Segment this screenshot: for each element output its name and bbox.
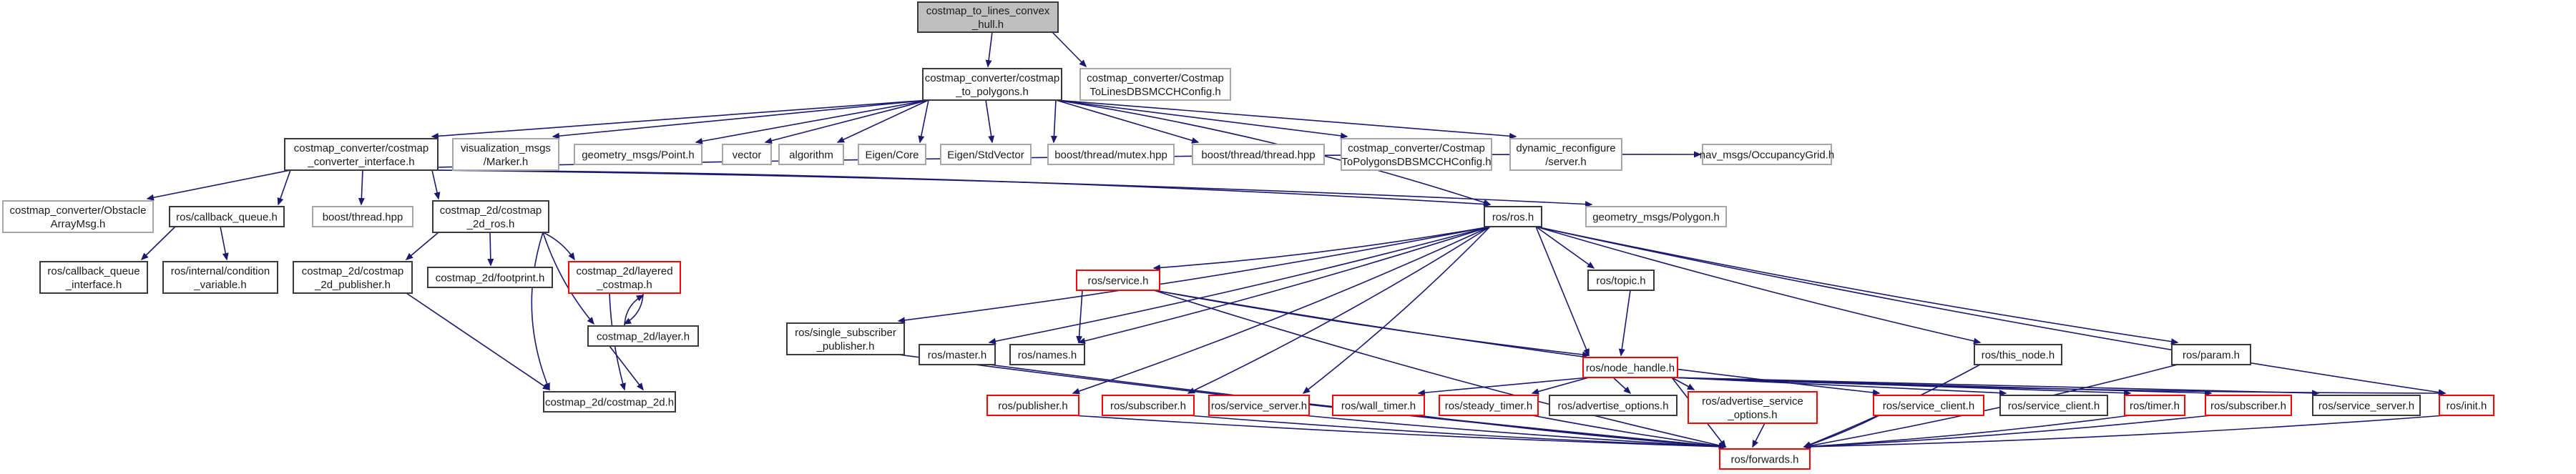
node-label-ros-advertise-options-h: ros/advertise_options.h: [1557, 400, 1669, 413]
include-edge-2-13: [1056, 100, 1347, 137]
node-eigen-stdvector: [941, 144, 1031, 164]
node-ros-this-node-h[interactable]: [1974, 345, 2062, 365]
node-label-boost-thread-hpp: boost/thread.hpp: [322, 211, 403, 224]
node-ros-advertise-options-h[interactable]: [1549, 395, 1677, 415]
node-label-eigen-core: Eigen/Core: [865, 149, 919, 162]
include-edge-4-20: [432, 170, 1490, 204]
include-edge-17-23: [220, 227, 227, 260]
node-label-ros-service-server-h-left: ros/service_server.h: [1210, 400, 1308, 413]
include-edge-19-28: [532, 232, 549, 390]
include-edge-34-40: [1419, 377, 1589, 393]
node-label-costmap-converter-interface-h: costmap_converter/costmap _converter_interface.h: [293, 142, 429, 168]
node-vector: [723, 144, 771, 164]
node-nav-msgs-occupancygrid-h: [1700, 144, 1834, 164]
node-ros-subscriber-h-left[interactable]: [1102, 395, 1194, 415]
include-edge-2-8: [838, 100, 929, 142]
include-edge-2-14: [1056, 100, 1516, 137]
include-edge-29-44: [1154, 290, 1879, 393]
include-edge-1-3: [1052, 32, 1086, 66]
node-ros-topic-h[interactable]: [1588, 270, 1654, 290]
node-costmap-converter-interface-h[interactable]: [285, 139, 438, 170]
node-label-ros-callback-queue-h: ros/callback_queue.h: [176, 211, 278, 224]
node-label-costmap-to-polygons-dbsmcch-config-h: costmap_converter/Costmap ToPolygonsDBSMCCHConfig.h: [1341, 142, 1492, 168]
node-ros-master-h[interactable]: [919, 345, 995, 365]
node-label-ros-publisher-h: ros/publisher.h: [998, 400, 1068, 413]
include-edge-19-25: [490, 232, 491, 265]
include-edge-2-12: [1056, 100, 1198, 142]
node-label-boost-thread-mutex-hpp: boost/thread/mutex.hpp: [1054, 149, 1167, 162]
include-edge-34-43: [1672, 377, 1694, 390]
node-ros-service-h[interactable]: [1077, 270, 1160, 290]
node-ros-steady-timer-h[interactable]: [1439, 395, 1538, 415]
node-label-ros-node-handle-h: ros/node_handle.h: [1585, 362, 1675, 375]
node-boost-thread-hpp: [313, 207, 413, 227]
node-label-ros-service-client-h-black: ros/service_client.h: [2007, 400, 2100, 413]
node-label-ros-steady-timer-h: ros/steady_timer.h: [1444, 400, 1533, 413]
node-label-geometry-msgs-point-h: geometry_msgs/Point.h: [582, 149, 695, 162]
node-ros-forwards-h[interactable]: [1720, 449, 1810, 469]
include-edge-43-50: [1753, 423, 1765, 447]
node-label-dynamic-reconfigure-server-h: dynamic_reconfigure /server.h: [1516, 142, 1616, 168]
include-edge-26-27: [625, 293, 643, 324]
node-label-costmap-2d-ros-h: costmap_2d/costmap _2d_ros.h: [439, 204, 542, 230]
node-label-costmap-2d-layer-h: costmap_2d/layer.h: [596, 330, 690, 343]
node-costmap-to-lines-convex-hull-h: [918, 2, 1058, 32]
include-edge-2-5: [553, 100, 929, 137]
node-costmap-2d-ros-h[interactable]: [433, 201, 549, 232]
node-ros-subscriber-h-right[interactable]: [2205, 395, 2291, 415]
node-label-ros-advertise-service-options-h: ros/advertise_service _options.h: [1702, 395, 1803, 421]
node-ros-callback-queue-h[interactable]: [170, 207, 284, 227]
include-edge-19-24: [406, 232, 439, 260]
include-edge-24-28: [406, 293, 549, 390]
node-ros-wall-timer-h[interactable]: [1333, 395, 1424, 415]
include-edge-4-19: [432, 170, 439, 199]
include-edge-37-50: [1073, 415, 1725, 447]
node-label-ros-init-h: ros/init.h: [2446, 400, 2487, 413]
node-eigen-core: [858, 144, 926, 164]
include-edge-47-50: [1804, 415, 2211, 447]
node-costmap-2d-layered-costmap-h[interactable]: [569, 262, 680, 293]
include-edge-36-50: [1804, 365, 2178, 447]
node-label-nav-msgs-occupancygrid-h: nav_msgs/OccupancyGrid.h: [1699, 149, 1835, 162]
node-costmap-to-lines-dbsmcch-config-h: [1080, 69, 1230, 100]
node-geometry-msgs-point-h: [574, 144, 702, 164]
nodes-layer: [3, 2, 2494, 469]
node-label-costmap-to-lines-dbsmcch-config-h: costmap_converter/Costmap ToLinesDBSMCCHConfig.h: [1087, 72, 1224, 98]
node-label-ros-forwards-h: ros/forwards.h: [1730, 453, 1799, 466]
node-ros-service-client-h-red[interactable]: [1874, 395, 1984, 415]
include-edge-2-10: [986, 100, 992, 142]
node-label-obstacle-array-msg-h: costmap_converter/Obstacle ArrayMsg.h: [9, 204, 147, 230]
node-obstacle-array-msg-h: [3, 201, 153, 232]
node-ros-service-server-h-right[interactable]: [2313, 395, 2420, 415]
include-edge-2-9: [920, 100, 929, 142]
node-label-algorithm: algorithm: [789, 149, 833, 162]
node-label-vector: vector: [732, 149, 762, 162]
include-edge-49-50: [1804, 415, 2445, 447]
node-label-ros-single-subscriber-publisher-h: ros/single_subscriber _publisher.h: [795, 327, 896, 352]
node-costmap-2d-publisher-h[interactable]: [293, 262, 412, 293]
node-ros-timer-h[interactable]: [2125, 395, 2185, 415]
include-edge-4-18: [361, 170, 363, 204]
node-label-costmap-2d-publisher-h: costmap_2d/costmap _2d_publisher.h: [301, 265, 404, 291]
node-costmap-2d-footprint-h[interactable]: [428, 267, 552, 287]
node-label-boost-thread-thread-hpp: boost/thread/thread.hpp: [1201, 149, 1316, 162]
node-label-ros-wall-timer-h: ros/wall_timer.h: [1341, 400, 1416, 413]
include-edge-2-6: [696, 100, 929, 142]
node-label-ros-service-h: ros/service.h: [1087, 275, 1149, 287]
node-ros-names-h[interactable]: [1010, 345, 1084, 365]
include-edge-20-32: [989, 227, 1490, 342]
include-edge-27-28: [609, 346, 643, 390]
node-costmap-to-polygons-dbsmcch-config-h: [1341, 139, 1492, 170]
node-ros-param-h[interactable]: [2172, 345, 2251, 365]
node-geometry-msgs-polygon-h: [1586, 207, 1726, 227]
include-edge-4-17: [278, 170, 290, 204]
node-ros-single-subscriber-publisher-h[interactable]: [787, 323, 904, 355]
include-edge-20-38: [1188, 227, 1490, 393]
node-label-ros-service-client-h-red: ros/service_client.h: [1882, 400, 1975, 413]
node-label-ros-topic-h: ros/topic.h: [1596, 275, 1646, 287]
include-edge-34-42: [1613, 377, 1630, 393]
node-label-geometry-msgs-polygon-h: geometry_msgs/Polygon.h: [1592, 211, 1720, 224]
node-label-ros-service-server-h-right: ros/service_server.h: [2318, 400, 2415, 413]
node-costmap-2d-costmap-2d-h[interactable]: [544, 392, 675, 412]
node-label-ros-callback-queue-interface-h: ros/callback_queue _interface.h: [47, 265, 140, 291]
node-ros-ros-h[interactable]: [1484, 207, 1542, 227]
node-costmap-to-polygons-h[interactable]: [923, 69, 1062, 100]
node-boost-thread-thread-hpp: [1192, 144, 1324, 164]
node-label-costmap-2d-costmap-2d-h: costmap_2d/costmap_2d.h: [544, 396, 675, 409]
include-edge-2-4: [432, 100, 929, 137]
include-edge-27-26: [625, 295, 643, 326]
edges-layer: [142, 32, 2445, 447]
node-label-costmap-2d-layered-costmap-h: costmap_2d/layered _costmap.h: [576, 265, 673, 291]
node-label-ros-ros-h: ros/ros.h: [1492, 211, 1534, 224]
node-ros-node-handle-h[interactable]: [1583, 357, 1678, 377]
node-boost-thread-mutex-hpp: [1048, 144, 1174, 164]
node-label-costmap-to-lines-convex-hull-h: costmap_to_lines_convex _hull.h: [926, 5, 1050, 31]
include-edge-2-11: [1054, 100, 1056, 142]
node-label-costmap-to-polygons-h: costmap_converter/costmap _to_polygons.h: [924, 72, 1060, 98]
node-costmap-2d-layer-h[interactable]: [588, 326, 698, 346]
node-ros-advertise-service-options-h[interactable]: [1688, 392, 1817, 423]
include-edge-1-2: [988, 32, 992, 66]
node-label-eigen-stdvector: Eigen/StdVector: [947, 149, 1024, 162]
include-edge-4-21: [432, 170, 1592, 204]
include-edge-20-37: [1073, 227, 1490, 393]
node-label-ros-param-h: ros/param.h: [2182, 349, 2240, 362]
include-edge-20-29: [1154, 227, 1490, 268]
node-dynamic-reconfigure-server-h: [1510, 139, 1622, 170]
include-edge-29-33: [1079, 290, 1082, 342]
node-label-ros-names-h: ros/names.h: [1017, 349, 1077, 362]
include-edge-20-39: [1303, 227, 1490, 393]
node-label-visualization-msgs-marker-h: visualization_msgs /Marker.h: [461, 142, 551, 168]
node-label-ros-subscriber-h-left: ros/subscriber.h: [1110, 400, 1186, 413]
include-edge-29-34: [1154, 290, 1589, 355]
node-label-costmap-2d-footprint-h: costmap_2d/footprint.h: [435, 272, 545, 285]
node-ros-callback-queue-interface-h[interactable]: [40, 262, 147, 293]
node-ros-init-h[interactable]: [2439, 395, 2494, 415]
include-edge-30-34: [1621, 290, 1630, 355]
node-label-ros-master-h: ros/master.h: [927, 349, 987, 362]
node-ros-publisher-h[interactable]: [987, 395, 1079, 415]
node-label-ros-this-node-h: ros/this_node.h: [1981, 349, 2055, 362]
node-label-ros-timer-h: ros/timer.h: [2129, 400, 2180, 413]
node-algorithm: [779, 144, 843, 164]
node-ros-service-server-h-left[interactable]: [1209, 395, 1309, 415]
node-ros-service-client-h-black[interactable]: [2000, 395, 2107, 415]
node-label-ros-internal-condition-variable-h: ros/internal/condition _variable.h: [170, 265, 270, 291]
node-ros-internal-condition-variable-h[interactable]: [163, 262, 278, 293]
node-visualization-msgs-marker-h: [453, 139, 559, 170]
node-label-ros-subscriber-h-right: ros/subscriber.h: [2210, 400, 2286, 413]
include-edge-34-48: [1672, 377, 2318, 393]
include-edge-4-16: [147, 170, 290, 199]
